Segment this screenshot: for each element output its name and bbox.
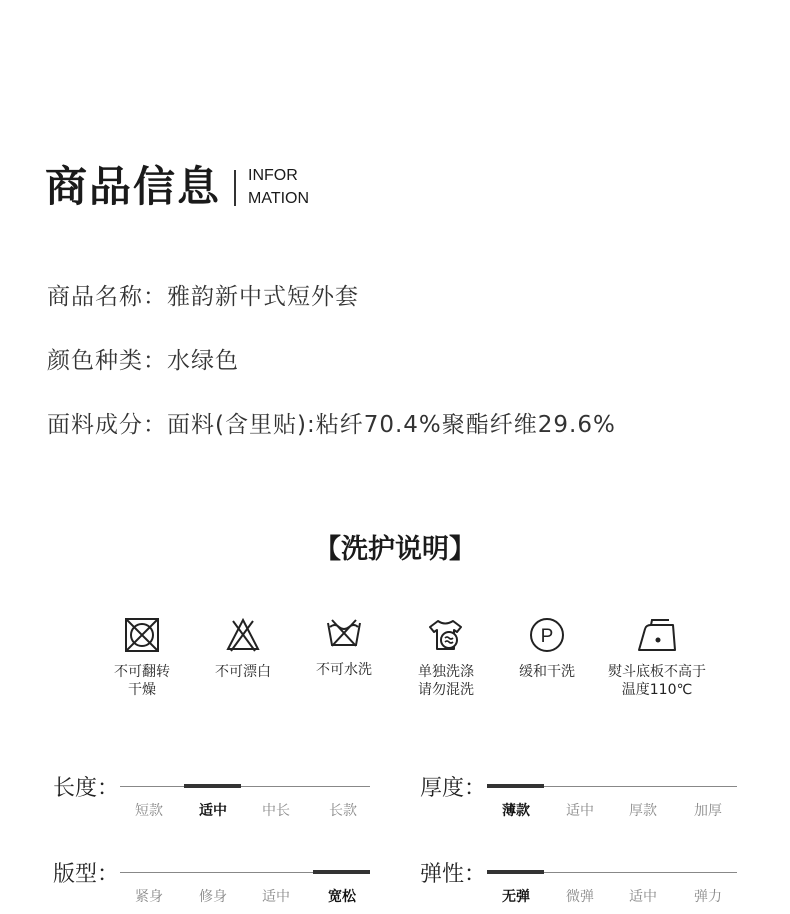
title-english-line1: INFOR [248,167,298,184]
care-label: 不可水洗 [316,662,372,678]
spec-option: 加厚 [694,803,722,819]
care-heading: 【洗护说明】 [314,534,476,565]
care-label: 不可漂白 [215,664,271,680]
title-english [248,164,309,210]
spec-option: 适中 [566,803,594,819]
spec-label: 长度： [53,776,120,801]
care-item-gentle-dry-clean [492,617,602,681]
spec-selected-marker [184,784,241,788]
product-fabric: 面料成分：面料(含里贴):粘纤70.4%聚酯纤维29.6% [47,412,616,438]
care-label: 请勿混洗 [418,682,474,698]
no-wash-icon [326,617,362,649]
care-item-no-wash [289,617,399,679]
care-label: 单独洗涤 [418,664,474,680]
care-item-no-tumble-dry [87,617,197,699]
title-english-line2: MATION [248,190,310,207]
spec-selected-marker [487,784,544,788]
spec-option: 适中 [629,889,657,905]
care-item-iron-low [602,617,712,699]
svg-text:P: P [540,626,554,647]
product-name: 商品名称：雅韵新中式短外套 [47,284,359,310]
spec-label: 版型： [53,862,120,887]
spec-option: 长款 [329,803,357,819]
spec-option-selected: 无弹 [502,889,530,905]
care-label: 熨斗底板不高于 [608,664,706,680]
spec-option-selected: 薄款 [502,803,530,819]
care-label: 温度110℃ [621,682,693,698]
spec-label: 弹性： [420,862,487,887]
spec-option: 适中 [262,889,290,905]
spec-option: 修身 [199,889,227,905]
page-title: 商品信息 [45,162,222,211]
spec-option-selected: 适中 [199,803,227,819]
spec-label: 厚度： [420,776,487,801]
spec-track [120,786,370,787]
care-label: 不可翻转 [114,664,170,680]
care-item-wash-separately [391,617,501,699]
no-tumble-dry-icon [124,617,160,653]
care-label: 干燥 [128,682,156,698]
title-divider [234,170,236,206]
spec-selected-marker [487,870,544,874]
care-item-no-bleach [188,617,298,681]
product-color: 颜色种类：水绿色 [47,348,239,374]
wash-separately-icon [427,617,465,653]
spec-option: 弹力 [694,889,722,905]
spec-option-selected: 宽松 [328,889,356,905]
gentle-dry-clean-icon [529,617,565,653]
spec-option: 短款 [135,803,163,819]
iron-low-temp-icon [635,617,679,653]
care-label: 缓和干洗 [519,664,575,680]
spec-option: 厚款 [629,803,657,819]
spec-option: 紧身 [135,889,163,905]
no-bleach-icon [225,617,261,653]
spec-option: 微弹 [566,889,594,905]
spec-option: 中长 [262,803,290,819]
spec-selected-marker [313,870,370,874]
